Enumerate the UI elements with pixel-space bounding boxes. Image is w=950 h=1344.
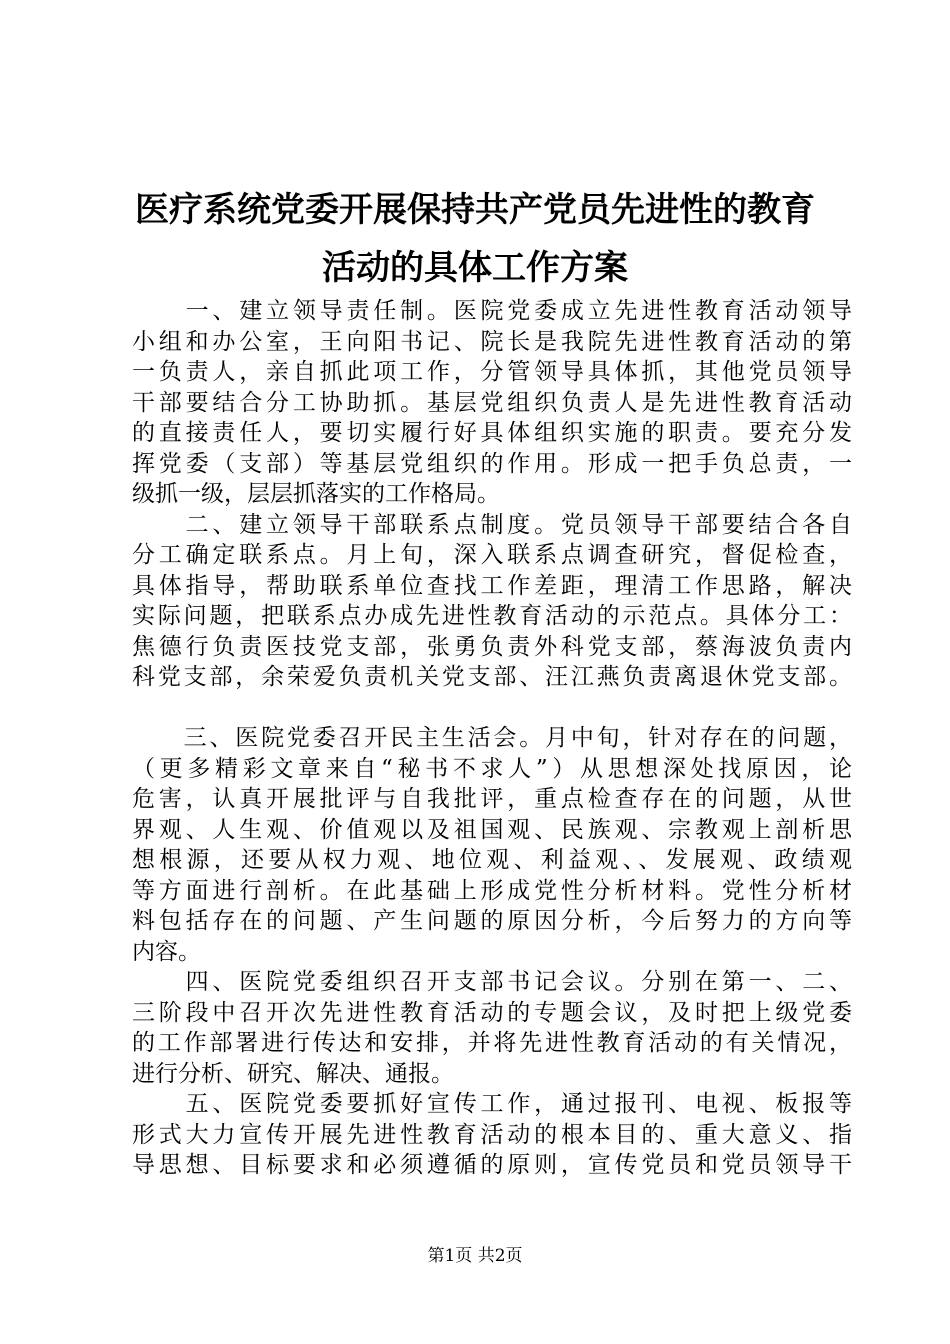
- body-line: 二、建立领导干部联系点制度。党员领导干部要结合各自: [132, 511, 852, 538]
- blank-line: [132, 693, 852, 724]
- body-line: 的工作部署进行传达和安排，并将先进性教育活动的有关情况，: [132, 1030, 852, 1056]
- body-line: 分工确定联系点。月上旬，深入联系点调查研究，督促检查，: [132, 542, 852, 568]
- body-line: 四、医院党委组织召开支部书记会议。分别在第一、二、: [132, 969, 852, 995]
- document-title-line-1: 医疗系统党委开展保持共产党员先进性的教育: [135, 190, 815, 230]
- body-line: 的直接责任人，要切实履行好具体组织实施的职责。要充分发: [132, 420, 852, 446]
- body-line: 等方面进行剖析。在此基础上形成党性分析材料。党性分析材: [132, 877, 852, 904]
- page-footer: 第1页 共2页: [427, 1246, 523, 1266]
- body-line: 五、医院党委要抓好宣传工作，通过报刊、电视、板报等: [132, 1091, 852, 1117]
- body-line: 导思想、目标要求和必须遵循的原则，宣传党员和党员领导干: [132, 1152, 852, 1178]
- body-line: 料包括存在的问题、产生问题的原因分析，今后努力的方向等: [132, 908, 852, 934]
- document-body: [132, 296, 852, 1181]
- body-line: （更多精彩文章来自“秘书不求人”）从思想深处找原因，论: [132, 755, 852, 782]
- body-line: 形式大力宣传开展先进性教育活动的根本目的、重大意义、指: [132, 1121, 852, 1148]
- body-line: 三、医院党委召开民主生活会。月中旬，针对存在的问题，: [132, 725, 852, 751]
- body-line: 一负责人，亲自抓此项工作，分管领导具体抓，其他党员领导: [132, 359, 852, 385]
- body-line: 内容。: [132, 938, 201, 965]
- body-line: 一、建立领导责任制。医院党委成立先进性教育活动领导: [132, 298, 852, 324]
- body-line: 挥党委（支部）等基层党组织的作用。形成一把手负总责，一: [132, 450, 852, 477]
- body-line: 实际问题，把联系点办成先进性教育活动的示范点。具体分工：: [132, 603, 852, 629]
- body-line: 焦德行负责医技党支部，张勇负责外科党支部，蔡海波负责内: [132, 633, 852, 660]
- body-line: 进行分析、研究、解决、通报。: [132, 1060, 454, 1087]
- body-line: 干部要结合分工协助抓。基层党组织负责人是先进性教育活动: [132, 389, 852, 416]
- body-line: 界观、人生观、价值观以及祖国观、民族观、宗教观上剖析思: [132, 816, 852, 843]
- body-line: 具体指导，帮助联系单位查找工作差距，理清工作思路，解决: [132, 572, 852, 599]
- body-line: 想根源，还要从权力观、地位观、利益观、、发展观、政绩观: [132, 847, 852, 873]
- body-line: 级抓一级，层层抓落实的工作格局。: [132, 481, 500, 507]
- body-line: 三阶段中召开次先进性教育活动的专题会议，及时把上级党委: [132, 999, 852, 1026]
- body-line: 科党支部，余荣爱负责机关党支部、汪江燕负责离退休党支部。: [132, 664, 852, 690]
- document-title-line-2: 活动的具体工作方案: [322, 248, 628, 288]
- body-line: 小组和办公室，王向阳书记、院长是我院先进性教育活动的第: [132, 328, 852, 355]
- body-line: 危害，认真开展批评与自我批评，重点检查存在的问题，从世: [132, 786, 852, 812]
